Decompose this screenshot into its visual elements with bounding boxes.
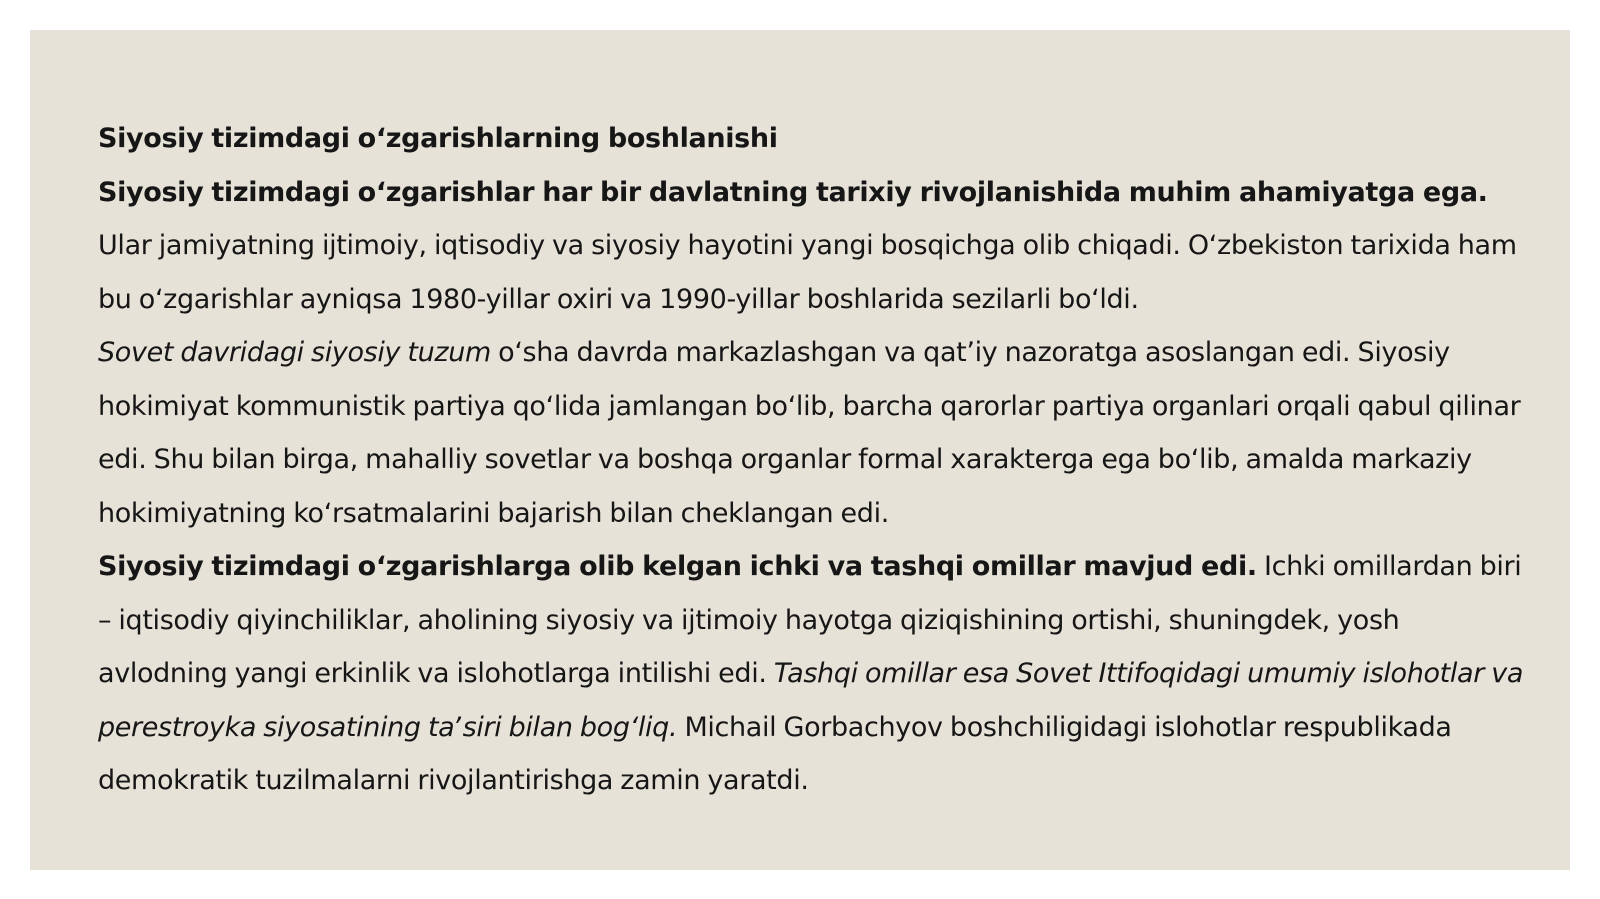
paragraph-3-lead: Siyosiy tizimdagi oʻzgarishlarga olib kelgan ichki va tashqi omillar mavjud edi. (98, 551, 1257, 582)
paragraph-3-text-2: Michail Gorbachyov boshchiligidagi islohotlar respublikada demokratik tuzilmalarni rivojlantirishga zamin yaratdi. (98, 711, 1452, 796)
document-title: Siyosiy tizimdagi oʻzgarishlarning boshlanishi (98, 123, 778, 154)
document-page (30, 30, 1570, 870)
paragraph-1-text: Ular jamiyatning ijtimoiy, iqtisodiy va siyosiy hayotini yangi bosqichga olib chiqadi. Oʻzbekiston tarixida ham bu oʻzgarishlar ayniqsa 1980-yillar oxiri va 1990-yillar boshlarida sezilarli boʻldi. (98, 230, 1517, 315)
paragraph-1 (98, 166, 1530, 327)
paragraph-3-text-1: Ichki omillardan biri – iqtisodiy qiyinchiliklar, aholining siyosiy va ijtimoiy hayotga qiziqishining ortishi, shuningdek, yosh avlodning yangi erkinlik va islohotlarga intilishi edi. (98, 551, 1522, 689)
paragraph-1-lead: Siyosiy tizimdagi oʻzgarishlar har bir davlatning tarixiy rivojlanishida muhim ahamiyatga ega. (98, 176, 1488, 208)
paragraph-2 (98, 326, 1530, 540)
paragraph-2-text: oʻsha davrda markazlashgan va qatʼiy nazoratga asoslangan edi. Siyosiy hokimiyat kommunistik partiya qoʻlida jamlangan boʻlib, barcha qarorlar partiya organlari orqali qabul qilinar edi. Shu bilan birga, mahalliy sovetlar va boshqa organlar formal xarakterga ega boʻlib, amalda markaziy hokimiyatning koʻrsatmalarini bajarish bilan cheklangan edi. (98, 337, 1521, 529)
paragraph-3 (98, 540, 1530, 808)
document-body (98, 112, 1530, 808)
paragraph-3-emphasis: Tashqi omillar esa Sovet Ittifoqidagi umumiy islohotlar va perestroyka siyosatining taʼsiri bilan bogʻliq. (98, 658, 1524, 743)
paragraph-2-emphasis: Sovet davridagi siyosiy tuzum (98, 337, 491, 368)
